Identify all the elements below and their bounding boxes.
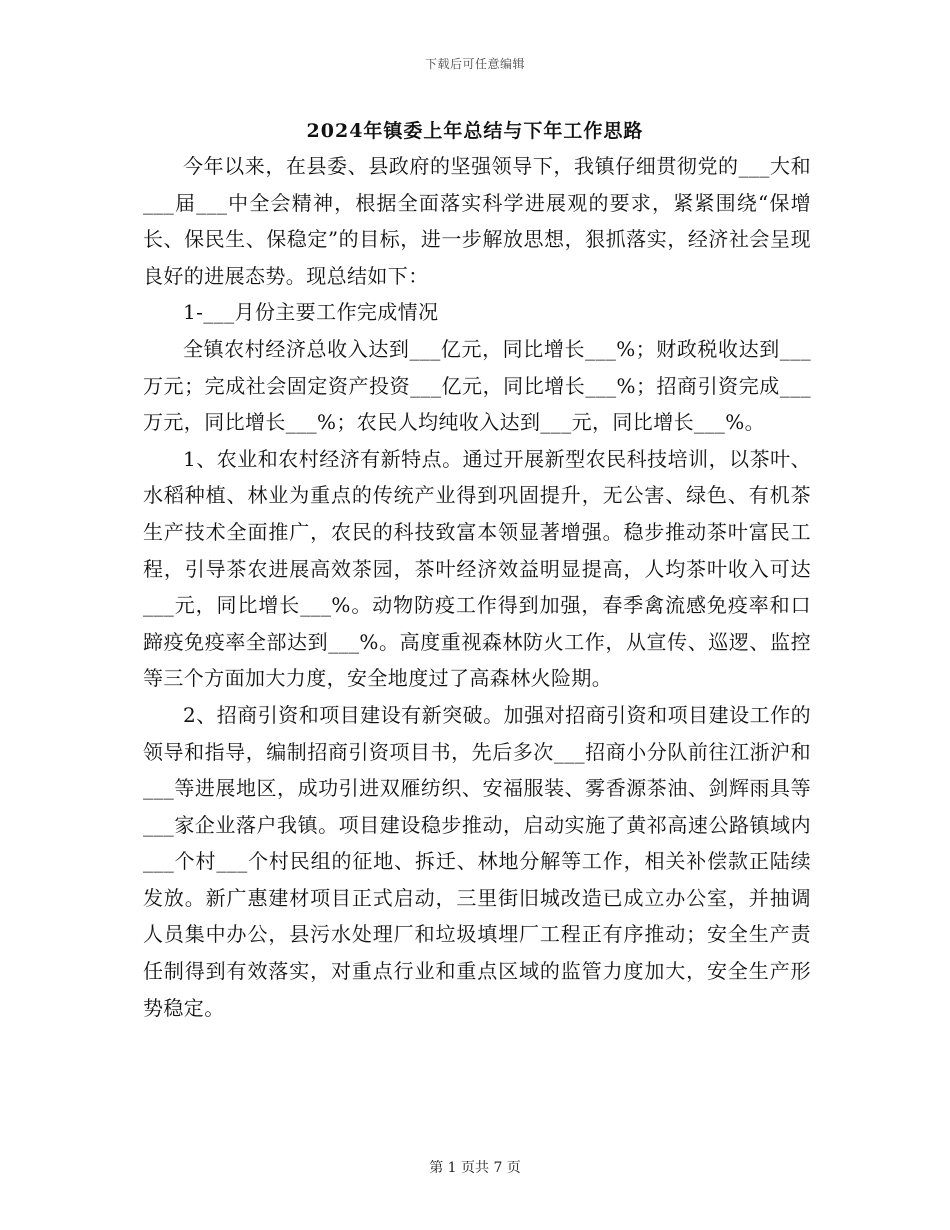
summary-paragraph: 全镇农村经济总收入达到___亿元，同比增长___%；财政税收达到___万元；完成社会固定资产投资___亿元，同比增长___%；招商引资完成___万元，同比增长___%；农民人均纯收入达到___元，同比增长___%。 xyxy=(143,336,811,435)
page-number: 第 1 页共 7 页 xyxy=(429,1160,521,1176)
document-body xyxy=(143,148,811,1026)
header-note: 下载后可任意编辑 xyxy=(424,57,525,71)
document-title: 2024年镇委上年总结与下年工作思路 xyxy=(306,120,644,142)
agriculture-paragraph: 1、农业和农村经济有新特点。通过开展新型农民科技培训，以茶叶、水稻种植、林业为重点的传统产业得到巩固提升，无公害、绿色、有机茶生产技术全面推广，农民的科技致富本领显著增强。稳步推动茶叶富民工程，引导茶农进展高效茶园，茶叶经济效益明显提高，人均茶叶收入可达___元，同比增长___%。动物防疫工作得到加强，春季禽流感免疫率和口蹄疫免疫率全部达到___%。高度重视森林防火工作，从宣传、巡逻、监控等三个方面加大力度，安全地度过了高森林火险期。 xyxy=(143,446,811,691)
investment-paragraph: 2、招商引资和项目建设有新突破。加强对招商引资和项目建设工作的领导和指导，编制招商引资项目书，先后多次___招商小分队前往江浙沪和___等进展地区，成功引进双雁纺织、安福服装、雾香源茶油、剑辉雨具等___家企业落户我镇。项目建设稳步推动，启动实施了黄祁高速公路镇域内___个村___个村民组的征地、拆迁、林地分解等工作，相关补偿款正陆续发放。新广惠建材项目正式启动，三里街旧城改造已成立办公室，并抽调人员集中办公，县污水处理厂和垃圾填埋厂工程正有序推动；安全生产责任制得到有效落实，对重点行业和重点区域的监管力度加大，安全生产形势稳定。 xyxy=(143,702,811,1020)
intro-paragraph: 今年以来，在县委、县政府的坚强领导下，我镇仔细贯彻党的___大和___届___中全会精神，根据全面落实科学进展观的要求，紧紧围绕“保增长、保民生、保稳定”的目标，进一步解放思想，狠抓落实，经济社会呈现良好的进展态势。现总结如下： xyxy=(143,154,811,288)
section-heading: 1-___月份主要工作完成情况 xyxy=(183,300,439,325)
